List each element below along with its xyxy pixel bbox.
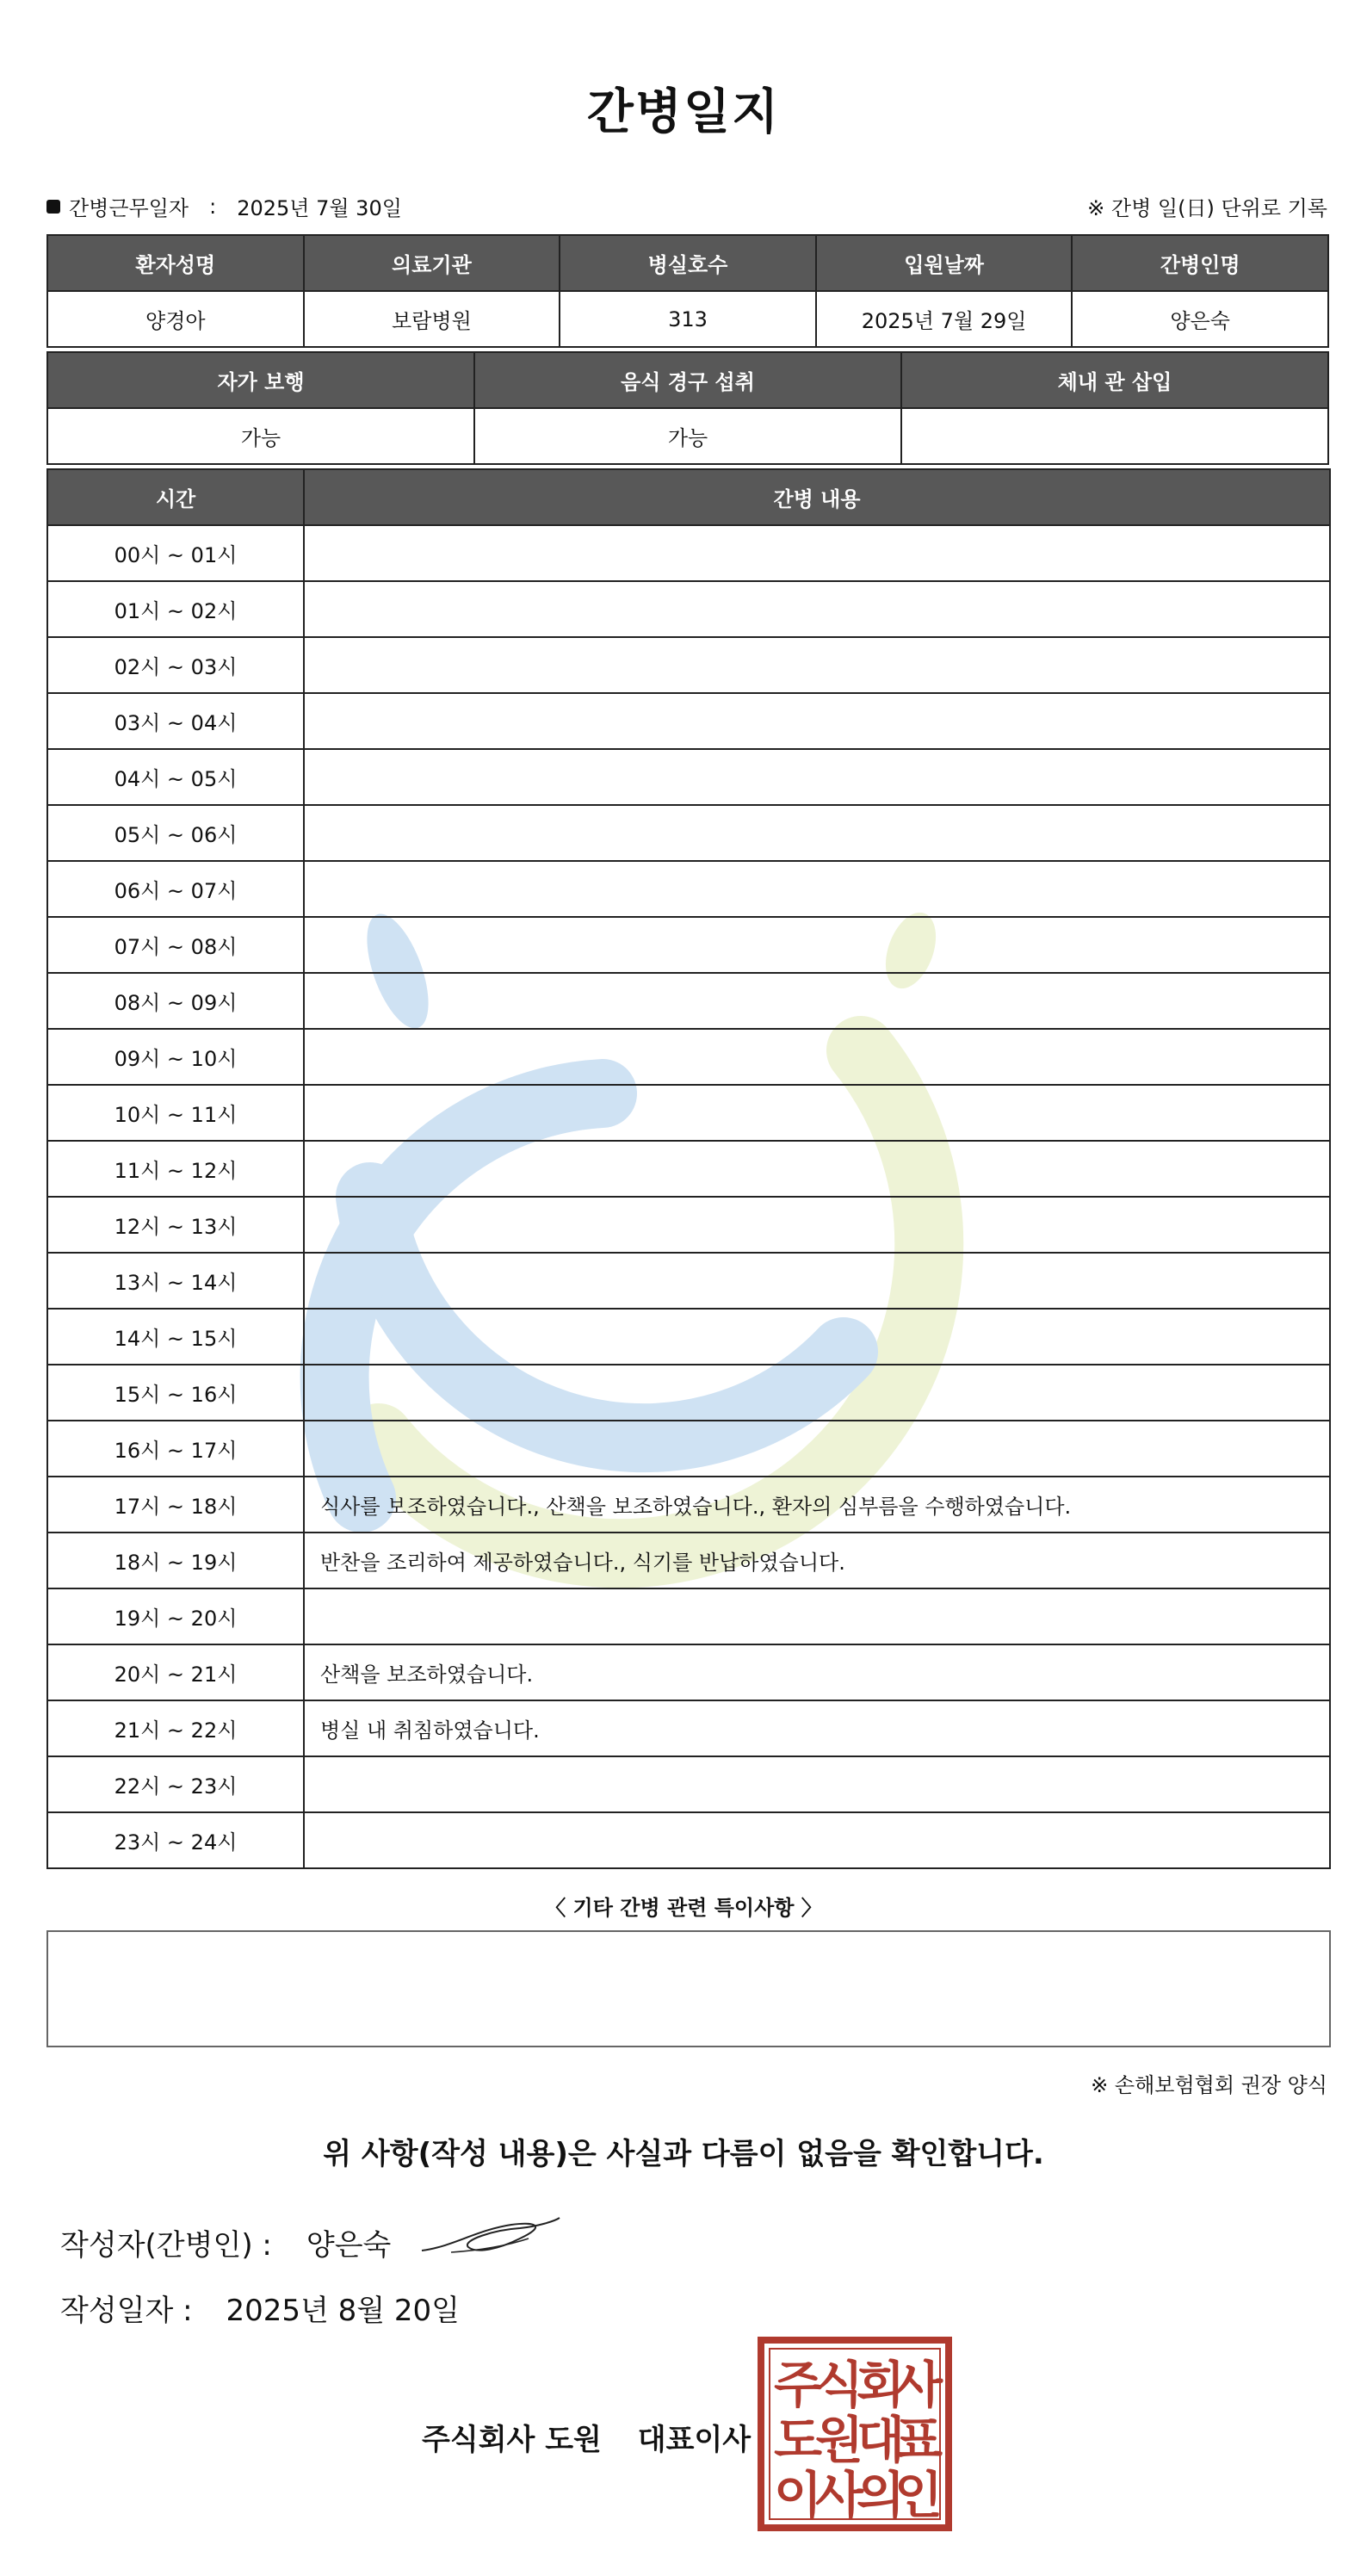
patient-status-table [46, 351, 1329, 465]
table-row [47, 861, 1330, 917]
header-patient-name: 환자성명 [47, 235, 304, 291]
header-care-content: 간병 내용 [304, 469, 1330, 525]
table-row [47, 1644, 1330, 1700]
writer-line [60, 2221, 391, 2263]
table-row [47, 1421, 1330, 1477]
time-slot: 15시 ~ 16시 [47, 1365, 304, 1421]
etc-notes-title: 〈 기타 간병 관련 특이사항 〉 [545, 1896, 822, 1920]
association-note: ※ 손해보험협회 권장 양식 [1091, 2073, 1327, 2097]
care-content [304, 1141, 1330, 1197]
header-admission-date: 입원날짜 [816, 235, 1073, 291]
care-content [304, 693, 1330, 749]
table-row [47, 637, 1330, 693]
svg-text:이: 이 [773, 2466, 823, 2524]
time-slot: 18시 ~ 19시 [47, 1533, 304, 1588]
care-content [304, 1365, 1330, 1421]
time-slot: 21시 ~ 22시 [47, 1700, 304, 1756]
svg-text:사: 사 [814, 2466, 864, 2524]
table-row [47, 693, 1330, 749]
table-row [47, 581, 1330, 637]
company-signature-line [422, 2416, 751, 2458]
header-room: 병실호수 [560, 235, 816, 291]
time-slot: 10시 ~ 11시 [47, 1085, 304, 1141]
svg-text:주: 주 [773, 2356, 823, 2414]
ceo-title: 대표이사 [637, 2423, 752, 2457]
tube-insertion-value [901, 408, 1328, 464]
document-title: 간병일지 [586, 84, 781, 140]
care-content [304, 1588, 1330, 1644]
time-slot: 23시 ~ 24시 [47, 1812, 304, 1868]
work-date-separator: : [209, 194, 217, 219]
care-log-table [46, 468, 1331, 1869]
table-row [47, 1197, 1330, 1253]
svg-text:대: 대 [856, 2411, 906, 2469]
time-slot: 09시 ~ 10시 [47, 1029, 304, 1085]
writer-label: 작성자(간병인) : [60, 2228, 272, 2263]
header-oral-intake: 음식 경구 섭취 [474, 352, 901, 408]
work-date-label: 간병근무일자 [69, 196, 189, 220]
time-slot: 22시 ~ 23시 [47, 1756, 304, 1812]
writer-name: 양은숙 [306, 2228, 392, 2263]
table-row [47, 805, 1330, 861]
table-row [47, 1085, 1330, 1141]
care-content [304, 637, 1330, 693]
time-slot: 07시 ~ 08시 [47, 917, 304, 973]
care-log-header-row [47, 469, 1330, 525]
table-row [47, 917, 1330, 973]
svg-text:식: 식 [814, 2356, 864, 2414]
care-content [304, 1253, 1330, 1309]
care-content [304, 1085, 1330, 1141]
patient-info-table [46, 234, 1329, 348]
care-log-body [47, 525, 1330, 1868]
care-content: 병실 내 취침하였습니다. [304, 1700, 1330, 1756]
time-slot: 20시 ~ 21시 [47, 1644, 304, 1700]
table-row [47, 749, 1330, 805]
status-value-row [47, 408, 1328, 464]
care-content [304, 973, 1330, 1029]
care-content: 식사를 보조하였습니다., 산책을 보조하였습니다., 환자의 심부름을 수행하였습니다. [304, 1477, 1330, 1533]
table-row [47, 1756, 1330, 1812]
time-slot: 02시 ~ 03시 [47, 637, 304, 693]
work-date-line [46, 191, 402, 221]
header-time: 시간 [47, 469, 304, 525]
header-caregiver: 간병인명 [1072, 235, 1328, 291]
svg-text:인: 인 [894, 2466, 943, 2524]
table-row [47, 1812, 1330, 1868]
time-slot: 08시 ~ 09시 [47, 973, 304, 1029]
write-date-line [60, 2287, 460, 2329]
caregiver-name: 양은숙 [1072, 291, 1328, 347]
confirmation-statement: 위 사항(작성 내용)은 사실과 다름이 없음을 확인합니다. [323, 2137, 1044, 2171]
company-seal-icon [758, 2337, 952, 2531]
care-content [304, 581, 1330, 637]
care-content: 반찬을 조리하여 제공하였습니다., 식기를 반납하였습니다. [304, 1533, 1330, 1588]
admission-date: 2025년 7월 29일 [816, 291, 1073, 347]
care-content [304, 1029, 1330, 1085]
table-row [47, 1365, 1330, 1421]
table-row [47, 1700, 1330, 1756]
hospital-name: 보람병원 [304, 291, 560, 347]
company-name: 주식회사 도원 [422, 2423, 602, 2457]
header-tube-insertion: 체내 관 삽입 [901, 352, 1328, 408]
table-row [47, 1588, 1330, 1644]
time-slot: 00시 ~ 01시 [47, 525, 304, 581]
oral-intake-value: 가능 [474, 408, 901, 464]
svg-text:원: 원 [814, 2411, 864, 2469]
time-slot: 05시 ~ 06시 [47, 805, 304, 861]
work-date-value: 2025년 7월 30일 [237, 196, 402, 220]
table-row [47, 1309, 1330, 1365]
svg-text:회: 회 [856, 2356, 906, 2414]
time-slot: 01시 ~ 02시 [47, 581, 304, 637]
header-hospital: 의료기관 [304, 235, 560, 291]
etc-notes-box [46, 1930, 1331, 2047]
svg-text:표: 표 [894, 2411, 943, 2469]
care-content [304, 1309, 1330, 1365]
table-row [47, 1141, 1330, 1197]
care-content [304, 1197, 1330, 1253]
time-slot: 14시 ~ 15시 [47, 1309, 304, 1365]
care-content [304, 917, 1330, 973]
table-row [47, 525, 1330, 581]
table-row [47, 1477, 1330, 1533]
table-row [47, 973, 1330, 1029]
table-row [47, 1533, 1330, 1588]
svg-text:사: 사 [894, 2356, 943, 2414]
time-slot: 16시 ~ 17시 [47, 1421, 304, 1477]
table-row [47, 1253, 1330, 1309]
care-content [304, 861, 1330, 917]
unit-note: ※ 간병 일(日) 단위로 기록 [1087, 196, 1327, 220]
care-content [304, 749, 1330, 805]
patient-value-row [47, 291, 1328, 347]
status-header-row [47, 352, 1328, 408]
care-content [304, 525, 1330, 581]
svg-text:의: 의 [856, 2466, 906, 2524]
handwritten-signature-icon [417, 2213, 563, 2264]
time-slot: 13시 ~ 14시 [47, 1253, 304, 1309]
time-slot: 12시 ~ 13시 [47, 1197, 304, 1253]
room-number: 313 [560, 291, 816, 347]
care-content [304, 1756, 1330, 1812]
care-content [304, 1421, 1330, 1477]
time-slot: 19시 ~ 20시 [47, 1588, 304, 1644]
care-content [304, 805, 1330, 861]
time-slot: 03시 ~ 04시 [47, 693, 304, 749]
self-walking-value: 가능 [47, 408, 474, 464]
care-content [304, 1812, 1330, 1868]
table-row [47, 1029, 1330, 1085]
square-bullet-icon [46, 200, 60, 214]
patient-name: 양경아 [47, 291, 304, 347]
header-self-walking: 자가 보행 [47, 352, 474, 408]
svg-text:도: 도 [773, 2411, 823, 2469]
write-date-value: 2025년 8월 20일 [226, 2294, 461, 2328]
time-slot: 11시 ~ 12시 [47, 1141, 304, 1197]
time-slot: 17시 ~ 18시 [47, 1477, 304, 1533]
care-content: 산책을 보조하였습니다. [304, 1644, 1330, 1700]
patient-header-row [47, 235, 1328, 291]
time-slot: 04시 ~ 05시 [47, 749, 304, 805]
time-slot: 06시 ~ 07시 [47, 861, 304, 917]
write-date-label: 작성일자 : [60, 2294, 193, 2328]
